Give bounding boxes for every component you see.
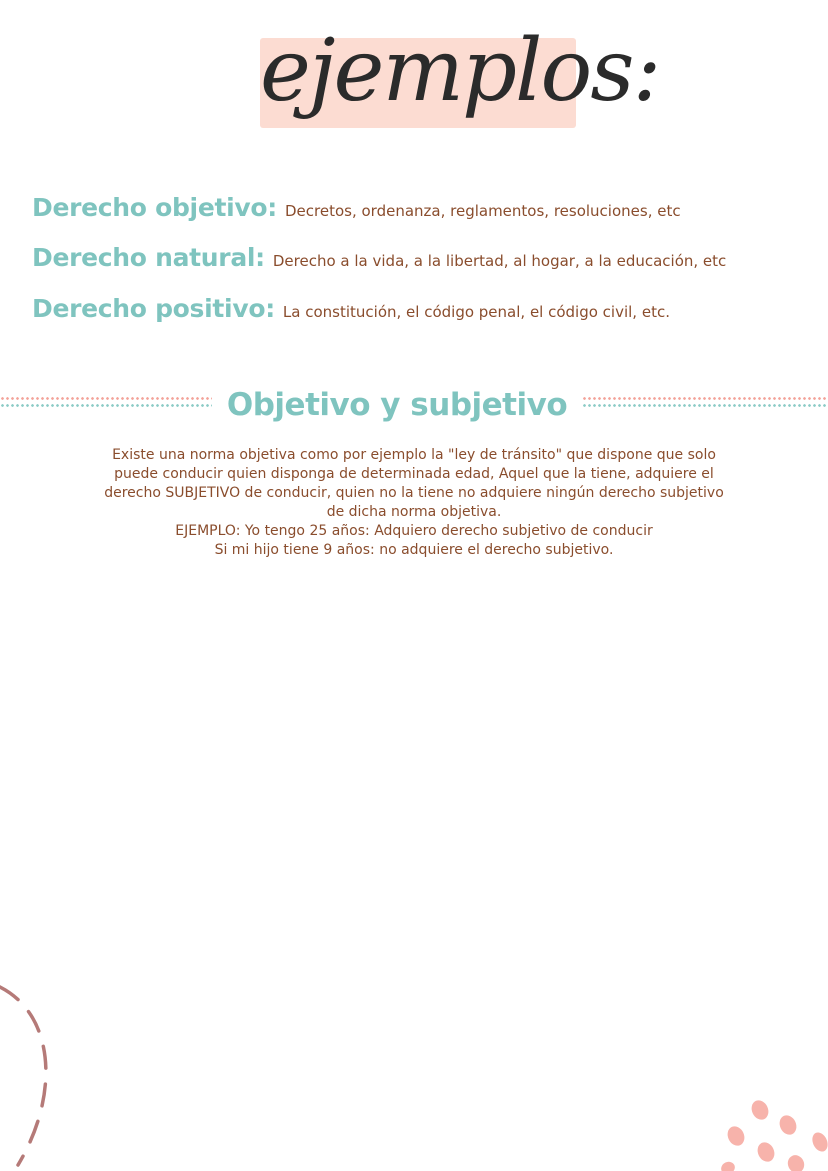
definition-description: La constitución, el código penal, el código civil, etc. — [282, 303, 670, 321]
definition-row-positivo — [32, 294, 670, 323]
definition-description: Decretos, ordenanza, reglamentos, resoluciones, etc — [284, 202, 681, 220]
pink-dots-decoration — [708, 1090, 828, 1171]
body-line: Existe una norma objetiva como por ejemplo la "ley de tránsito" que dispone que solo — [112, 447, 716, 463]
definition-row-objetivo — [32, 193, 681, 222]
section-body — [70, 446, 758, 560]
definition-term: Derecho objetivo: — [32, 193, 277, 222]
dashed-arc-decoration — [0, 975, 80, 1171]
definition-term: Derecho positivo: — [32, 294, 275, 323]
dotted-divider-left — [0, 397, 212, 411]
body-line: Si mi hijo tiene 9 años: no adquiere el derecho subjetivo. — [214, 542, 614, 558]
definition-description: Derecho a la vida, a la libertad, al hogar, a la educación, etc — [272, 252, 727, 270]
page-title: ejemplos: — [260, 21, 660, 121]
body-line: derecho SUBJETIVO de conducir, quien no la tiene no adquiere ningún derecho subjetivo — [104, 485, 724, 501]
definition-row-natural — [32, 243, 726, 272]
body-line: EJEMPLO: Yo tengo 25 años: Adquiero derecho subjetivo de conducir — [175, 523, 653, 539]
body-line: puede conducir quien disponga de determinada edad, Aquel que la tiene, adquiere el — [114, 466, 714, 482]
dotted-divider-right — [582, 397, 828, 411]
definition-term: Derecho natural: — [32, 243, 265, 272]
section-title: Objetivo y subjetivo — [226, 387, 568, 423]
section-header — [0, 380, 828, 430]
body-line: de dicha norma objetiva. — [326, 504, 502, 520]
